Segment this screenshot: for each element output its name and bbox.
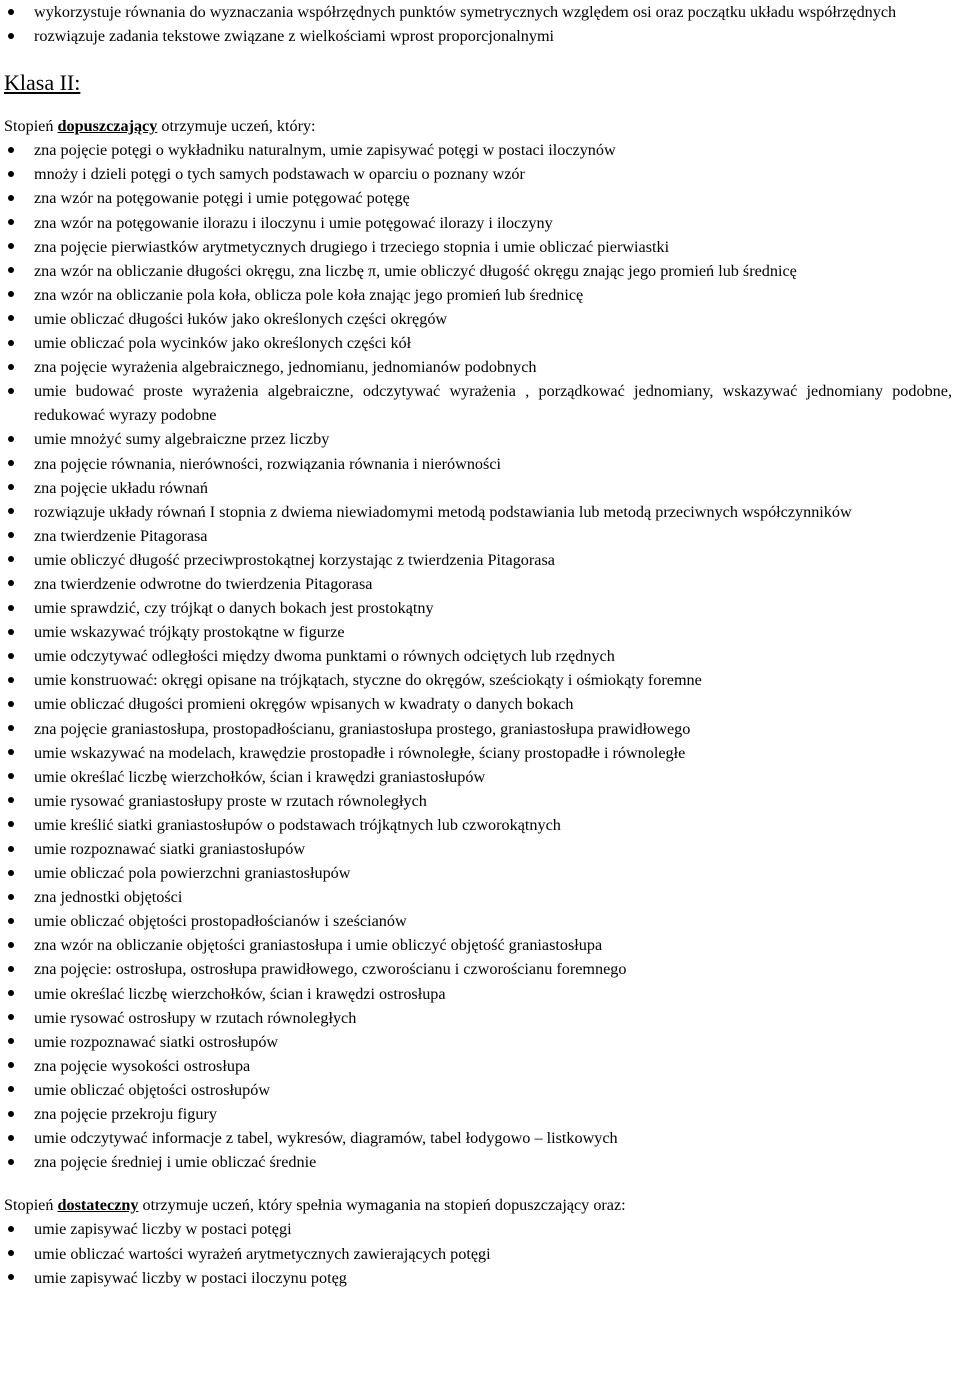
- list-item: umie sprawdzić, czy trójkąt o danych bokach jest prostokątny: [0, 596, 960, 620]
- list-item: umie kreślić siatki graniastosłupów o podstawach trójkątnych lub czworokątnych: [0, 813, 960, 837]
- list-item: zna pojęcie wysokości ostrosłupa: [0, 1054, 960, 1078]
- list-item: umie obliczać objętości ostrosłupów: [0, 1078, 960, 1102]
- list-item: umie obliczać długości łuków jako określonych części okręgów: [0, 307, 960, 331]
- section-title: Klasa II:: [4, 70, 81, 96]
- grade-intro-dopuszczajacy: [0, 114, 960, 138]
- list-item: umie rysować graniastosłupy proste w rzutach równoległych: [0, 789, 960, 813]
- list-item: zna pojęcie potęgi o wykładniku naturalnym, umie zapisywać potęgi w postaci iloczynów: [0, 138, 960, 162]
- intro-prefix: Stopień: [4, 117, 58, 136]
- grade-name: dopuszczający: [57, 117, 158, 136]
- list-item: zna twierdzenie Pitagorasa: [0, 524, 960, 548]
- list-item: mnoży i dzieli potęgi o tych samych podstawach w oparciu o poznany wzór: [0, 162, 960, 186]
- list-item: zna wzór na obliczanie pola koła, oblicza pole koła znając jego promień lub średnicę: [0, 283, 960, 307]
- grade-name: dostateczny: [57, 1196, 139, 1215]
- list-item: zna pojęcie wyrażenia algebraicznego, jednomianu, jednomianów podobnych: [0, 355, 960, 379]
- list-item: rozwiązuje zadania tekstowe związane z wielkościami wprost proporcjonalnymi: [0, 24, 960, 48]
- list-item: umie określać liczbę wierzchołków, ścian i krawędzi ostrosłupa: [0, 982, 960, 1006]
- list-item: wykorzystuje równania do wyznaczania współrzędnych punktów symetrycznych względem osi oraz początku układu współrzędnych: [0, 0, 960, 24]
- intro-prefix: Stopień: [4, 1196, 58, 1215]
- list-item: zna jednostki objętości: [0, 885, 960, 909]
- list-item: zna wzór na obliczanie długości okręgu, zna liczbę π, umie obliczyć długość okręgu znając jego promień lub średnicę: [0, 259, 960, 283]
- list-item: umie rozpoznawać siatki graniastosłupów: [0, 837, 960, 861]
- list-item: umie obliczać pola powierzchni graniastosłupów: [0, 861, 960, 885]
- list-item: umie rozpoznawać siatki ostrosłupów: [0, 1030, 960, 1054]
- requirements-list-dopuszczajacy: [0, 138, 960, 1174]
- list-item: umie obliczyć długość przeciwprostokątnej korzystając z twierdzenia Pitagorasa: [0, 548, 960, 572]
- list-item: umie rysować ostrosłupy w rzutach równoległych: [0, 1006, 960, 1030]
- list-item: zna twierdzenie odwrotne do twierdzenia Pitagorasa: [0, 572, 960, 596]
- list-item: zna pojęcie graniastosłupa, prostopadłościanu, graniastosłupa prostego, graniastosłupa prawidłowego: [0, 717, 960, 741]
- list-item: umie mnożyć sumy algebraiczne przez liczby: [0, 427, 960, 451]
- list-item: umie zapisywać liczby w postaci potęgi: [0, 1217, 960, 1241]
- list-item: umie odczytywać informacje z tabel, wykresów, diagramów, tabel łodygowo – listkowych: [0, 1126, 960, 1150]
- list-item: zna wzór na potęgowanie potęgi i umie potęgować potęgę: [0, 186, 960, 210]
- list-item: zna pojęcie układu równań: [0, 476, 960, 500]
- intro-suffix: otrzymuje uczeń, który spełnia wymagania na stopień dopuszczający oraz:: [138, 1196, 626, 1215]
- list-item: umie odczytywać odległości między dwoma punktami o równych odciętych lub rzędnych: [0, 644, 960, 668]
- list-item: umie konstruować: okręgi opisane na trójkątach, styczne do okręgów, sześciokąty i ośmiokąty foremne: [0, 668, 960, 692]
- grade-intro-dostateczny: [0, 1193, 960, 1217]
- list-item: umie określać liczbę wierzchołków, ścian i krawędzi graniastosłupów: [0, 765, 960, 789]
- list-item: zna wzór na potęgowanie ilorazu i iloczynu i umie potęgować ilorazy i iloczyny: [0, 211, 960, 235]
- list-item: rozwiązuje układy równań I stopnia z dwiema niewiadomymi metodą podstawiania lub metodą przeciwnych współczynników: [0, 500, 960, 524]
- list-item: umie wskazywać na modelach, krawędzie prostopadłe i równoległe, ściany prostopadłe i równoległe: [0, 741, 960, 765]
- list-item: umie wskazywać trójkąty prostokątne w figurze: [0, 620, 960, 644]
- list-item: umie obliczać objętości prostopadłościanów i sześcianów: [0, 909, 960, 933]
- list-item: umie obliczać pola wycinków jako określonych części kół: [0, 331, 960, 355]
- list-item: umie obliczać wartości wyrażeń arytmetycznych zawierających potęgi: [0, 1242, 960, 1266]
- list-item: zna pojęcie przekroju figury: [0, 1102, 960, 1126]
- requirements-list-dostateczny: [0, 1217, 960, 1289]
- list-item: zna wzór na obliczanie objętości graniastosłupa i umie obliczyć objętość graniastosłupa: [0, 933, 960, 957]
- list-item: umie zapisywać liczby w postaci iloczynu potęg: [0, 1266, 960, 1290]
- top-list: [0, 0, 960, 48]
- list-item: zna pojęcie: ostrosłupa, ostrosłupa prawidłowego, czworościanu i czworościanu foremnego: [0, 957, 960, 981]
- list-item: zna pojęcie pierwiastków arytmetycznych drugiego i trzeciego stopnia i umie obliczać pierwiastki: [0, 235, 960, 259]
- list-item: umie budować proste wyrażenia algebraiczne, odczytywać wyrażenia , porządkować jednomiany, wskazywać jednomiany podobne, redukować wyrazy podobne: [0, 379, 960, 427]
- list-item: zna pojęcie średniej i umie obliczać średnie: [0, 1150, 960, 1174]
- list-item: umie obliczać długości promieni okręgów wpisanych w kwadraty o danych bokach: [0, 692, 960, 716]
- list-item: zna pojęcie równania, nierówności, rozwiązania równania i nierówności: [0, 452, 960, 476]
- intro-suffix: otrzymuje uczeń, który:: [157, 117, 316, 136]
